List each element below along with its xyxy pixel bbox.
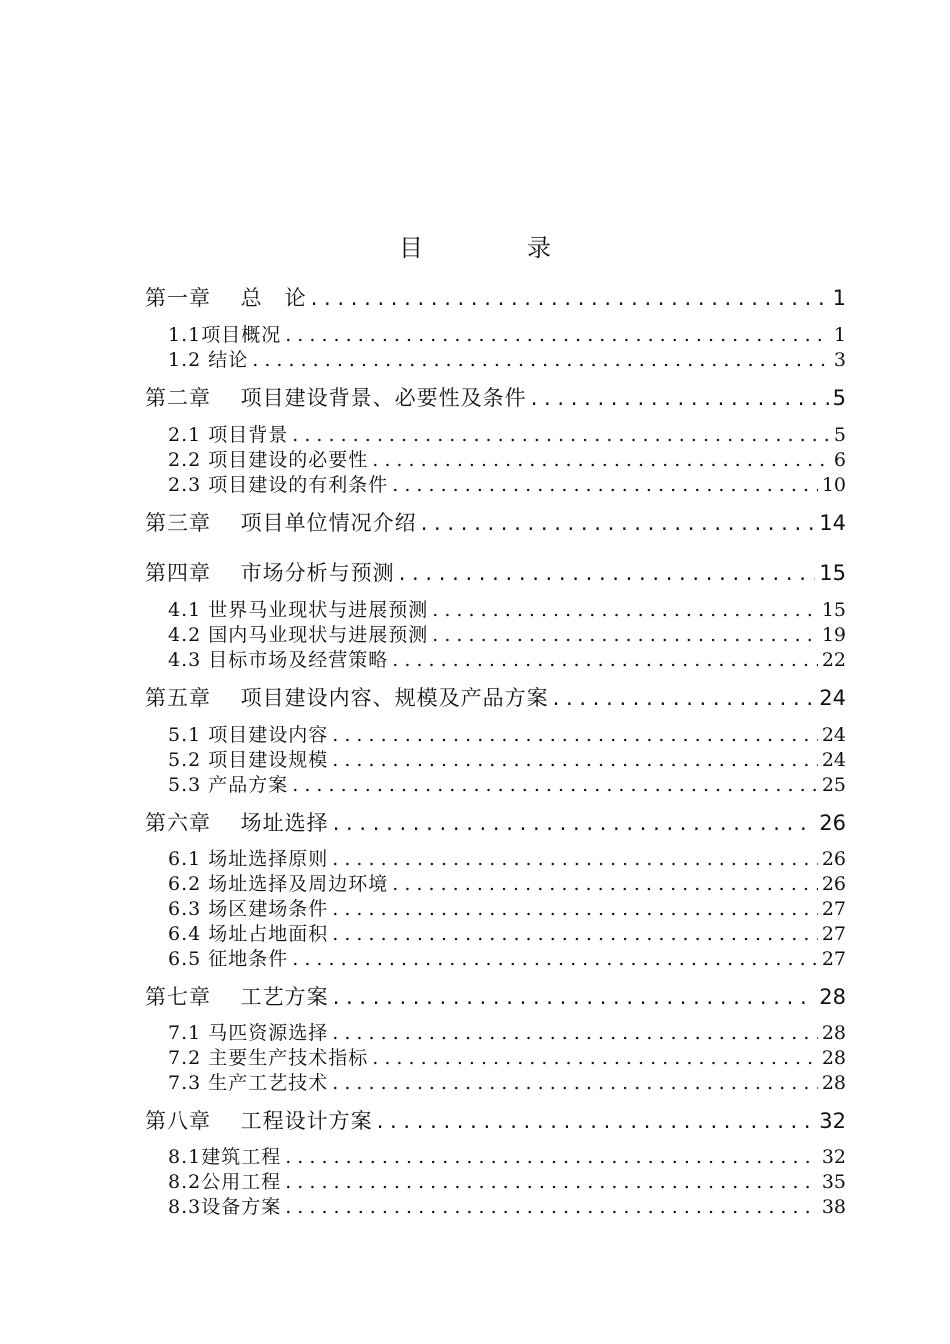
toc-entry-page-number: 5 bbox=[833, 424, 846, 446]
toc-entry-page-number: 19 bbox=[821, 624, 846, 646]
toc-entry-label: 第一章 总 论 bbox=[145, 286, 307, 310]
toc-section-entry bbox=[168, 1169, 846, 1195]
toc-entry-label: 7.3 生产工艺技术 bbox=[168, 1072, 329, 1094]
dot-leader bbox=[332, 896, 818, 922]
dot-leader bbox=[285, 322, 830, 348]
toc-entry-label: 5.3 产品方案 bbox=[168, 774, 289, 796]
toc-section-entry bbox=[168, 896, 846, 922]
toc-entry-page-number: 22 bbox=[821, 649, 846, 671]
dot-leader bbox=[292, 422, 830, 448]
toc-chapter-entry bbox=[145, 683, 846, 713]
toc-section-entry bbox=[168, 1144, 846, 1170]
toc-entry-page-number: 3 bbox=[833, 349, 846, 371]
toc-entry-label: 7.1 马匹资源选择 bbox=[168, 1022, 329, 1044]
toc-section-entry bbox=[168, 597, 846, 623]
toc-entry-page-number: 32 bbox=[821, 1146, 846, 1168]
dot-leader bbox=[372, 447, 830, 473]
toc-entry-label: 2.3 项目建设的有利条件 bbox=[168, 474, 389, 496]
toc-entry-page-number: 28 bbox=[821, 1072, 846, 1094]
toc-section-entry bbox=[168, 846, 846, 872]
toc-entry-page-number: 24 bbox=[821, 724, 846, 746]
toc-entry-page-number: 24 bbox=[821, 749, 846, 771]
toc-entry-page-number: 25 bbox=[821, 774, 846, 796]
toc-entry-page-number: 28 bbox=[821, 1022, 846, 1044]
toc-entry-label: 5.2 项目建设规模 bbox=[168, 749, 329, 771]
toc-section-entry bbox=[168, 772, 846, 798]
toc-section-entry bbox=[168, 1070, 846, 1096]
toc-entry-label: 第七章 工艺方案 bbox=[145, 985, 329, 1009]
toc-section-entry bbox=[168, 722, 846, 748]
toc-entry-label: 第六章 场址选择 bbox=[145, 811, 329, 835]
dot-leader bbox=[332, 846, 818, 872]
dot-leader bbox=[285, 1194, 818, 1220]
dot-leader bbox=[432, 622, 818, 648]
toc-entry-page-number: 26 bbox=[821, 848, 846, 870]
toc-entry-label: 7.2 主要生产技术指标 bbox=[168, 1047, 369, 1069]
toc-entry-label: 2.1 项目背景 bbox=[168, 424, 289, 446]
toc-entry-page-number: 24 bbox=[819, 686, 846, 710]
dot-leader bbox=[421, 508, 816, 538]
toc-entry-label: 5.1 项目建设内容 bbox=[168, 724, 329, 746]
toc-section-entry bbox=[168, 422, 846, 448]
toc-entry-label: 8.1建筑工程 bbox=[168, 1146, 282, 1168]
toc-entry-page-number: 1 bbox=[832, 286, 846, 310]
toc-chapter-entry bbox=[145, 982, 846, 1012]
toc-entry-page-number: 15 bbox=[819, 561, 846, 585]
toc-chapter-entry bbox=[145, 283, 846, 313]
toc-entry-page-number: 27 bbox=[821, 948, 846, 970]
toc-entry-label: 4.2 国内马业现状与进展预测 bbox=[168, 624, 429, 646]
toc-title: 目 录 bbox=[399, 234, 591, 262]
toc-entry-label: 2.2 项目建设的必要性 bbox=[168, 449, 369, 471]
toc-section-entry bbox=[168, 747, 846, 773]
toc-entry-label: 6.1 场址选择原则 bbox=[168, 848, 329, 870]
toc-section-entry bbox=[168, 647, 846, 673]
dot-leader bbox=[292, 772, 818, 798]
dot-leader bbox=[252, 347, 830, 373]
dot-leader bbox=[392, 647, 818, 673]
toc-entry-label: 第八章 工程设计方案 bbox=[145, 1109, 373, 1133]
toc-section-entry bbox=[168, 622, 846, 648]
toc-entry-label: 8.2公用工程 bbox=[168, 1171, 282, 1193]
toc-section-entry bbox=[168, 447, 846, 473]
dot-leader bbox=[392, 472, 818, 498]
toc-entry-label: 第五章 项目建设内容、规模及产品方案 bbox=[145, 686, 549, 710]
dot-leader bbox=[372, 1045, 818, 1071]
dot-leader bbox=[332, 722, 818, 748]
dot-leader bbox=[332, 747, 818, 773]
toc-entry-label: 6.2 场址选择及周边环境 bbox=[168, 873, 389, 895]
toc-section-entry bbox=[168, 1194, 846, 1220]
dot-leader bbox=[292, 946, 818, 972]
dot-leader bbox=[432, 597, 818, 623]
toc-entry-page-number: 26 bbox=[821, 873, 846, 895]
dot-leader bbox=[311, 283, 829, 313]
toc-entry-page-number: 28 bbox=[819, 985, 846, 1009]
toc-section-entry bbox=[168, 946, 846, 972]
toc-entry-page-number: 28 bbox=[821, 1047, 846, 1069]
toc-chapter-entry bbox=[145, 1106, 846, 1136]
toc-entry-page-number: 32 bbox=[819, 1109, 846, 1133]
toc-entry-label: 4.1 世界马业现状与进展预测 bbox=[168, 599, 429, 621]
dot-leader bbox=[531, 383, 829, 413]
toc-chapter-entry bbox=[145, 508, 846, 538]
toc-entry-page-number: 38 bbox=[821, 1196, 846, 1218]
toc-section-entry bbox=[168, 871, 846, 897]
toc-entry-page-number: 1 bbox=[833, 324, 846, 346]
dot-leader bbox=[333, 982, 816, 1012]
toc-section-entry bbox=[168, 322, 846, 348]
dot-leader bbox=[285, 1144, 818, 1170]
toc-section-entry bbox=[168, 1020, 846, 1046]
toc-entry-label: 1.1项目概况 bbox=[168, 324, 282, 346]
toc-section-entry bbox=[168, 921, 846, 947]
toc-entry-page-number: 10 bbox=[821, 474, 846, 496]
toc-entry-label: 第四章 市场分析与预测 bbox=[145, 561, 395, 585]
toc-entry-page-number: 15 bbox=[821, 599, 846, 621]
toc-entry-page-number: 6 bbox=[833, 449, 846, 471]
toc-section-entry bbox=[168, 1045, 846, 1071]
toc-entry-page-number: 27 bbox=[821, 923, 846, 945]
dot-leader bbox=[285, 1169, 818, 1195]
toc-entry-page-number: 5 bbox=[832, 386, 846, 410]
toc-entry-label: 第三章 项目单位情况介绍 bbox=[145, 511, 417, 535]
toc-chapter-entry bbox=[145, 808, 846, 838]
dot-leader bbox=[332, 1020, 818, 1046]
toc-entry-page-number: 35 bbox=[821, 1171, 846, 1193]
toc-entry-label: 6.4 场址占地面积 bbox=[168, 923, 329, 945]
dot-leader bbox=[553, 683, 816, 713]
toc-entry-label: 8.3设备方案 bbox=[168, 1196, 282, 1218]
toc-entry-label: 4.3 目标市场及经营策略 bbox=[168, 649, 389, 671]
toc-entry-label: 第二章 项目建设背景、必要性及条件 bbox=[145, 386, 527, 410]
dot-leader bbox=[332, 921, 818, 947]
toc-entry-label: 1.2 结论 bbox=[168, 349, 249, 371]
toc-chapter-entry bbox=[145, 558, 846, 588]
toc-entry-page-number: 26 bbox=[819, 811, 846, 835]
toc-entry-page-number: 27 bbox=[821, 898, 846, 920]
toc-entry-label: 6.3 场区建场条件 bbox=[168, 898, 329, 920]
toc-section-entry bbox=[168, 472, 846, 498]
toc-entry-page-number: 14 bbox=[819, 511, 846, 535]
toc-entry-label: 6.5 征地条件 bbox=[168, 948, 289, 970]
dot-leader bbox=[332, 1070, 818, 1096]
dot-leader bbox=[377, 1106, 816, 1136]
dot-leader bbox=[333, 808, 816, 838]
dot-leader bbox=[399, 558, 816, 588]
toc-chapter-entry bbox=[145, 383, 846, 413]
dot-leader bbox=[392, 871, 818, 897]
toc-section-entry bbox=[168, 347, 846, 373]
